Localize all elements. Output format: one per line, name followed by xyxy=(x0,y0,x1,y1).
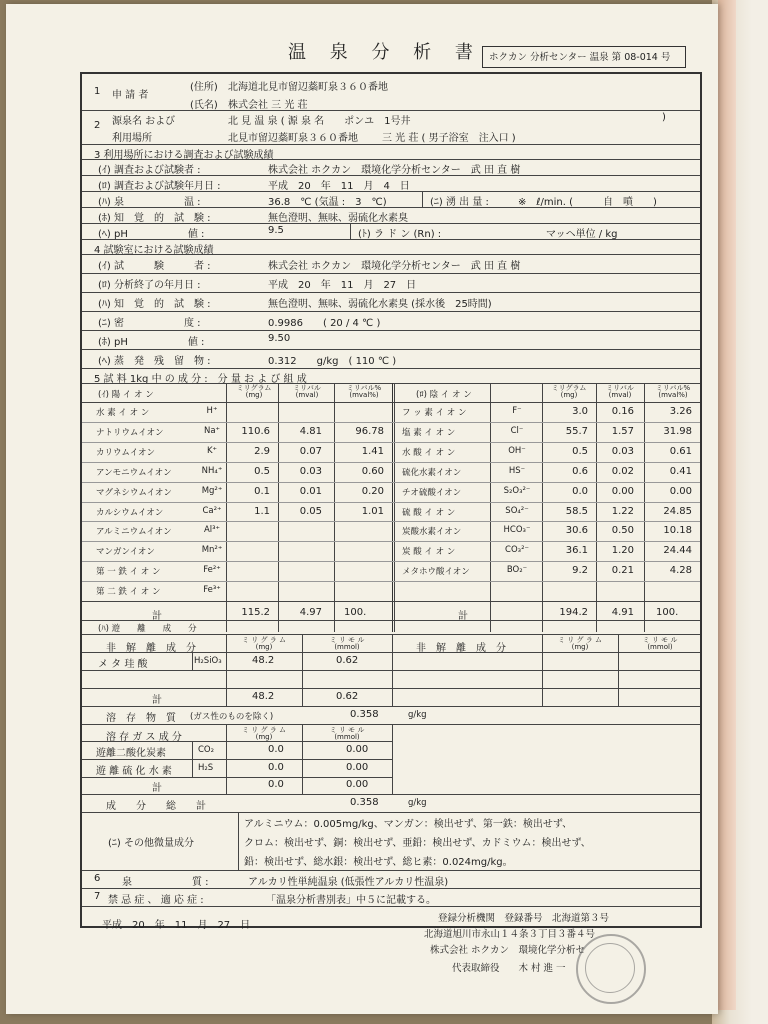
quality-num: 6 xyxy=(94,873,101,884)
cation-mval-percent: 96.78 xyxy=(355,425,384,437)
anion-mval-unit: ミリバル xyxy=(606,384,634,392)
free-h2s-mmol: 0.00 xyxy=(346,762,369,773)
anion-mg: 30.6 xyxy=(565,525,588,537)
cation-mval-unit: ミリバル xyxy=(293,384,321,392)
cation-name: アンモニウムイオン xyxy=(96,467,172,478)
free-co2-mmol: 0.00 xyxy=(346,744,369,755)
free-total-label: 計 xyxy=(152,695,162,706)
anion-formula: BO₂⁻ xyxy=(506,565,528,576)
cation-mval-percent: 1.01 xyxy=(361,505,384,517)
free-mg-unit-right: ミ リ グ ラ ム xyxy=(558,636,602,644)
lab-company: 株式会社 ホクカン 環境化学分析セ xyxy=(430,945,586,956)
anion-mg: 36.1 xyxy=(565,545,588,557)
cation-mval: 0.05 xyxy=(299,505,322,517)
free-total-mmol: 0.62 xyxy=(336,691,359,702)
sec4-row-3-label: (ﾊ) 知 覚 的 試 験 : xyxy=(98,299,211,310)
cation-total-label: 計 xyxy=(152,611,162,622)
anion-mval-percent: 4.28 xyxy=(669,565,692,577)
sec3-row-5-value-2: マッヘ単位 / kg xyxy=(546,229,618,240)
free-mmol-unit-2: (mmol) xyxy=(334,643,360,651)
dissolved-gas-header: 溶 存 ガ ス 成 分 xyxy=(106,732,182,743)
anion-mval-unit-2: (mval) xyxy=(608,391,632,399)
cation-name: マグネシウムイオン xyxy=(96,487,172,498)
anion-mg: 0.6 xyxy=(572,465,588,477)
total-components-value: 0.358 xyxy=(350,797,379,808)
sec4-row-5-value: 9.50 xyxy=(268,333,291,344)
cation-pct-unit: ミリバル% xyxy=(346,384,382,392)
anion-name: 水 酸 イ オ ン xyxy=(402,447,456,458)
free-total-mg: 48.2 xyxy=(252,691,275,702)
cation-formula: Fe³⁺ xyxy=(203,585,221,596)
anion-mval: 0.00 xyxy=(611,485,634,497)
representative: 代表取締役 木 村 進 一 xyxy=(452,963,566,974)
sec3-row-4-label: (ﾎ) 知 覚 的 試 験 : xyxy=(98,213,211,224)
anion-total-label: 計 xyxy=(458,611,468,622)
dissolved-solids-label: 溶 存 物 質 xyxy=(106,713,176,724)
registered-lab: 登録分析機関 登録番号 北海道第３号 xyxy=(438,913,610,924)
anion-name: 炭酸水素イオン xyxy=(402,527,462,538)
document-page xyxy=(6,4,718,1014)
gas-mg-unit: ミ リ グ ラ ム xyxy=(242,726,286,734)
anion-mval: 0.50 xyxy=(611,525,634,537)
anion-mval: 0.21 xyxy=(611,565,634,577)
folder-edge xyxy=(718,0,736,1010)
gas-mmol-unit: ミ リ モ ル xyxy=(329,726,365,734)
sec4-row-1-label: (ｲ) 試 験 者 : xyxy=(98,261,211,272)
anion-pct-unit-2: (mval%) xyxy=(658,391,688,399)
cation-formula: NH₄⁺ xyxy=(201,465,223,476)
anion-mval-percent: 0.41 xyxy=(669,465,692,477)
anion-mg: 3.0 xyxy=(572,406,588,417)
cation-pct-unit-2: (mval%) xyxy=(349,391,379,399)
free-mmol-unit-right-2: (mmol) xyxy=(647,643,673,651)
source-place: 北見市留辺蘂町泉３６０番地 xyxy=(228,133,358,144)
cation-mg-unit-2: (mg) xyxy=(245,391,263,399)
anion-formula: CO₃²⁻ xyxy=(505,545,529,556)
sec3-row-3-value-2: ※ ℓ/min. ( 自 噴 ) xyxy=(518,197,657,208)
dissolved-solids-value: 0.358 xyxy=(350,709,379,720)
cation-mval: 0.07 xyxy=(299,445,322,457)
anion-pct-unit: ミリバル% xyxy=(655,384,691,392)
anion-formula: F⁻ xyxy=(512,406,522,416)
gas-mmol-unit-2: (mmol) xyxy=(334,733,360,741)
trace-line-3: 鉛：検出せず、総水銀：検出せず、総ヒ素：0.024mg/kg。 xyxy=(244,857,513,868)
applicant-num: 1 xyxy=(94,86,101,97)
cation-formula: Mg²⁺ xyxy=(201,485,223,496)
trace-line-2: クロム：検出せず、銅：検出せず、亜鉛：検出せず、カドミウム：検出せず、 xyxy=(244,838,591,849)
cation-mval-percent: 0.60 xyxy=(361,465,384,477)
cation-name: ナトリウムイオン xyxy=(96,427,164,438)
silicate-mmol: 0.62 xyxy=(336,655,359,666)
sec3-row-5-label-2: (ﾄ) ラ ド ン (Rn) : xyxy=(358,229,442,240)
anion-mg-unit: ミリグラム xyxy=(551,384,587,392)
lab-address: 北海道旭川市永山１４条３丁目３番４号 xyxy=(424,929,596,940)
trace-line-1: アルミニウム：0.005mg/kg、マンガン：検出せず、第一鉄：検出せず、 xyxy=(244,819,573,830)
gas-total-mg: 0.0 xyxy=(268,779,284,790)
cation-name: カリウムイオン xyxy=(96,447,155,458)
sec4-row-2-value: 平成 20 年 11 月 27 日 xyxy=(268,280,417,291)
anion-name: チオ硫酸イオン xyxy=(402,487,462,498)
cation-formula: Na⁺ xyxy=(203,425,221,436)
total-components-unit: g/kg xyxy=(408,798,427,808)
sec4-row-2-label: (ﾛ) 分析終了の年月日 : xyxy=(98,280,201,291)
anion-mval-percent: 0.61 xyxy=(669,445,692,457)
anion-name: 塩 素 イ オ ン xyxy=(402,427,456,438)
free-mg-unit-right-2: (mg) xyxy=(571,643,589,651)
anion-total-mval: 4.91 xyxy=(611,607,634,618)
anion-mval: 0.03 xyxy=(611,445,634,457)
cation-name: カルシウムイオン xyxy=(96,507,164,518)
anion-mval: 0.02 xyxy=(611,465,634,477)
anion-mval: 1.20 xyxy=(611,545,634,557)
anion-mval-percent: 10.18 xyxy=(663,525,692,537)
free-mmol-unit: ミ リ モ ル xyxy=(329,636,365,644)
cation-formula: Al³⁺ xyxy=(203,525,221,536)
applicant-label: 申 請 者 xyxy=(112,90,149,101)
document-title: 温 泉 分 析 書 xyxy=(288,42,482,63)
dissolved-solids-note: (ガス性のものを除く) xyxy=(190,712,274,722)
cation-mval-percent: 1.41 xyxy=(361,445,384,457)
sec3-row-2-label: (ﾛ) 調査および試験年月日 : xyxy=(98,181,221,192)
total-components-label: 成 分 総 計 xyxy=(106,801,206,812)
sec3-row-5-value: 9.5 xyxy=(268,225,284,236)
gas-total-mmol: 0.00 xyxy=(346,779,369,790)
cation-mval: 0.03 xyxy=(299,465,322,477)
sec3-row-3-label-2: (ﾆ) 湧 出 量 : xyxy=(430,197,489,208)
dissolved-solids-unit: g/kg xyxy=(408,710,427,720)
cation-mval-percent: 0.20 xyxy=(361,485,384,497)
free-co2-mg: 0.0 xyxy=(268,744,284,755)
cation-mg: 2.9 xyxy=(254,445,270,457)
cation-mval: 0.01 xyxy=(299,485,322,497)
applicant-address: 北海道北見市留辺蘂町泉３６０番地 xyxy=(228,82,388,93)
sec3-row-3-label: (ﾊ) 泉 温 : xyxy=(98,197,201,208)
indications-num: 7 xyxy=(94,891,101,902)
anion-mg: 55.7 xyxy=(565,425,588,437)
company-seal xyxy=(576,934,646,1004)
anion-total-mg: 194.2 xyxy=(559,607,588,618)
indications-label: 禁 忌 症 、 適 応 症 : xyxy=(108,895,204,906)
anion-mval-percent: 0.00 xyxy=(669,485,692,497)
cation-mg-unit: ミリグラム xyxy=(236,384,272,392)
free-h2s-formula: H₂S xyxy=(198,763,214,773)
sec4-row-5-label: (ﾎ) pH 値 : xyxy=(98,337,205,348)
sec3-row-5-label: (ﾍ) pH 値 : xyxy=(98,229,205,240)
sec4-row-4-label: (ﾆ) 密 度 : xyxy=(98,318,201,329)
anion-mval-percent: 31.98 xyxy=(663,425,692,437)
cation-formula: Ca²⁺ xyxy=(202,505,222,516)
free-mmol-unit-right: ミ リ モ ル xyxy=(642,636,678,644)
anion-mg-unit-2: (mg) xyxy=(560,391,578,399)
anion-mval: 1.22 xyxy=(611,505,634,517)
sec4-row-6-label: (ﾍ) 蒸 発 残 留 物 : xyxy=(98,356,211,367)
gas-total-label: 計 xyxy=(152,783,162,794)
free-mg-unit-2: (mg) xyxy=(255,643,273,651)
anion-name: メタホウ酸イオン xyxy=(402,567,470,578)
anion-formula: SO₄²⁻ xyxy=(505,505,529,516)
sec3-row-1-value: 株式会社 ホクカン 環境化学分析センター 武 田 直 樹 xyxy=(268,165,521,176)
anion-formula: OH⁻ xyxy=(508,445,526,456)
cation-name: マンガンイオン xyxy=(96,547,155,558)
anion-formula: HCO₃⁻ xyxy=(503,525,531,536)
silicate-mg: 48.2 xyxy=(252,655,275,666)
cation-name: 水 素 イ オ ン xyxy=(96,408,150,418)
cation-mval-unit-2: (mval) xyxy=(295,391,319,399)
name-label: (氏名) xyxy=(190,100,218,111)
nondissociated-header-right: 非 解 離 成 分 xyxy=(416,643,506,654)
free-component-header: (ﾊ) 遊 離 成 分 xyxy=(98,624,197,634)
certificate-number: ホクカン 分析センター 温泉 第 08-014 号 xyxy=(482,46,686,68)
cation-name: 第 一 鉄 イ オ ン xyxy=(96,567,161,578)
source-place-2: 三 光 荘 ( 男子浴室 注入口 ) xyxy=(382,133,516,144)
section-4-title: 4 試験室における試験成績 xyxy=(94,245,214,256)
cation-total-mval: 4.97 xyxy=(299,607,322,618)
cation-name: 第 二 鉄 イ オ ン xyxy=(96,587,161,598)
silicate-name: メ タ 珪 酸 xyxy=(98,659,148,670)
source-name: 北 見 温 泉 ( 源 泉 名 ポンユ 1号井 xyxy=(228,116,411,127)
analysis-table xyxy=(80,72,702,928)
source-label-1: 源泉名 および xyxy=(112,116,176,127)
applicant-name: 株式会社 三 光 荘 xyxy=(228,100,308,111)
cation-mg: 0.5 xyxy=(254,465,270,477)
nondissociated-header: 非 解 離 成 分 xyxy=(106,643,196,654)
silicate-formula: H₂SiO₃ xyxy=(194,656,222,666)
sec4-row-6-value: 0.312 g/kg ( 110 ℃ ) xyxy=(268,356,397,367)
free-h2s-name: 遊 離 硫 化 水 素 xyxy=(96,766,172,777)
sec3-row-3-value: 36.8 ℃ (気温 : 3 ℃) xyxy=(268,197,387,208)
anion-header: (ﾛ) 陰 イ オ ン xyxy=(416,390,472,400)
source-label-2: 利用場所 xyxy=(112,133,152,144)
anion-formula: HS⁻ xyxy=(508,465,526,476)
anion-mg: 0.0 xyxy=(572,485,588,497)
anion-name: フ ッ 素 イ オ ン xyxy=(402,408,467,418)
cation-formula: Fe²⁺ xyxy=(203,565,221,576)
sec3-row-4-value: 無色澄明、無味、弱硫化水素臭 xyxy=(268,213,408,224)
sec3-row-2-value: 平成 20 年 11 月 4 日 xyxy=(268,181,410,192)
free-co2-formula: CO₂ xyxy=(198,745,215,755)
cation-total-pct: 100. xyxy=(344,607,367,618)
cation-formula: Mn²⁺ xyxy=(201,545,223,556)
anion-formula: Cl⁻ xyxy=(510,425,524,436)
trace-components-label: (ﾆ) その他微量成分 xyxy=(108,838,194,849)
cation-formula: K⁺ xyxy=(206,445,218,456)
source-close: ) xyxy=(662,112,666,123)
anion-mg: 58.5 xyxy=(565,505,588,517)
cation-header: (ｲ) 陽 イ オ ン xyxy=(98,390,154,400)
issue-date: 平成 20 年 11 月 27 日 xyxy=(102,920,251,931)
cation-total-mg: 115.2 xyxy=(241,607,270,618)
cation-name: アルミニウムイオン xyxy=(96,527,172,538)
anion-mval-percent: 3.26 xyxy=(669,406,692,417)
cation-mg: 1.1 xyxy=(254,505,270,517)
free-co2-name: 遊離二酸化炭素 xyxy=(96,748,166,759)
free-mg-unit: ミ リ グ ラ ム xyxy=(242,636,286,644)
anion-mval: 0.16 xyxy=(611,406,634,417)
anion-total-pct: 100. xyxy=(656,607,679,618)
sec4-row-3-value: 無色澄明、無味、弱硫化水素臭 (採水後 25時間) xyxy=(268,299,492,310)
anion-name: 炭 酸 イ オ ン xyxy=(402,547,456,558)
anion-mval-percent: 24.85 xyxy=(663,505,692,517)
cation-mg: 0.1 xyxy=(254,485,270,497)
cation-mval: 4.81 xyxy=(299,425,322,437)
source-num: 2 xyxy=(94,120,101,131)
cation-mg: 110.6 xyxy=(241,425,270,437)
anion-name: 硫化水素イオン xyxy=(402,467,462,478)
cation-formula: H⁺ xyxy=(206,406,218,416)
anion-mg: 9.2 xyxy=(572,565,588,577)
quality-label: 泉 質 : xyxy=(122,877,209,888)
section-5-title: 5 試 料 1kg 中 の 成 分 : 分 量 お よ び 組 成 xyxy=(94,374,307,385)
anion-name: 硫 酸 イ オ ン xyxy=(402,507,456,518)
quality-value: アルカリ性単純温泉 (低張性アルカリ性温泉) xyxy=(248,877,449,888)
anion-mval-percent: 24.44 xyxy=(663,545,692,557)
gas-mg-unit-2: (mg) xyxy=(255,733,273,741)
sec4-row-1-value: 株式会社 ホクカン 環境化学分析センター 武 田 直 樹 xyxy=(268,261,521,272)
sec4-row-4-value: 0.9986 ( 20 / 4 ℃ ) xyxy=(268,318,381,329)
free-h2s-mg: 0.0 xyxy=(268,762,284,773)
anion-mval: 1.57 xyxy=(611,425,634,437)
anion-formula: S₂O₃²⁻ xyxy=(503,485,531,496)
section-3-title: 3 利用場所における調査および試験成績 xyxy=(94,150,274,161)
sec3-row-1-label: (ｲ) 調査および試験者 : xyxy=(98,165,201,176)
indications-value: 「温泉分析書別表」中５に記載する。 xyxy=(266,895,436,906)
address-label: (住所) xyxy=(190,82,218,93)
anion-mg: 0.5 xyxy=(572,445,588,457)
